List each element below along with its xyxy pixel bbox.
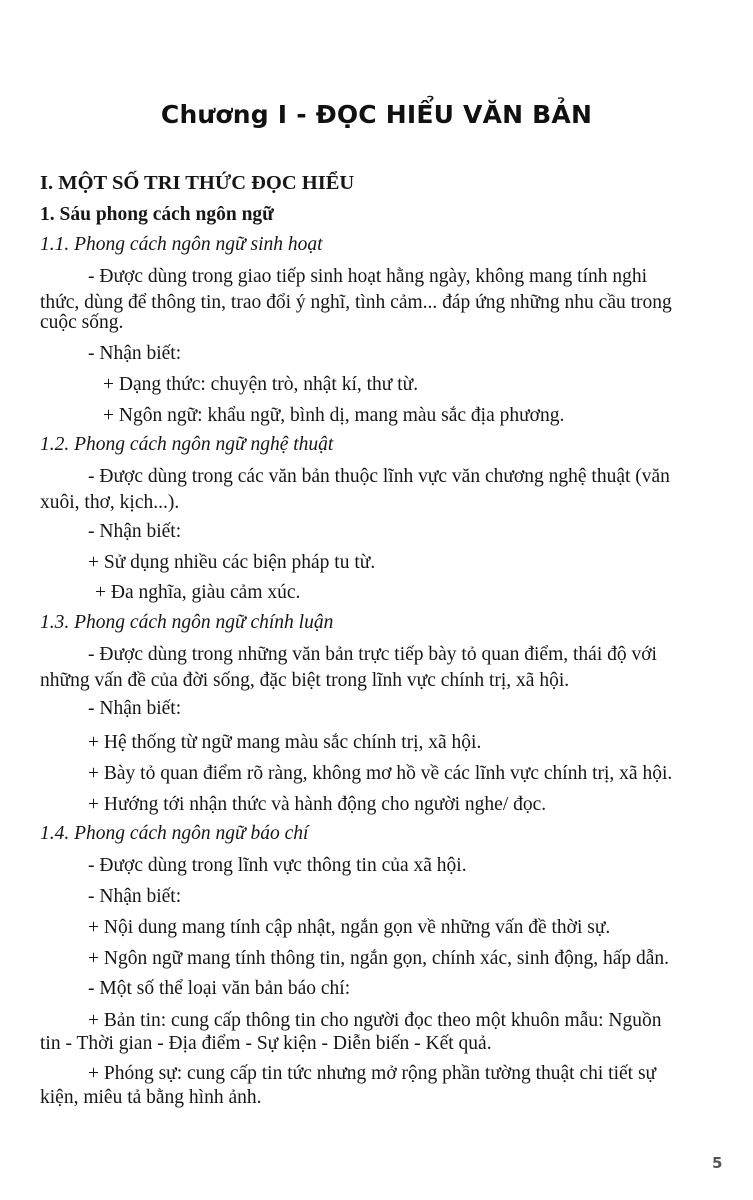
chapter-title: Chương I - ĐỌC HIỂU VĂN BẢN [160,100,593,129]
text-line: - Được dùng trong những văn bản trực tiếp bày tỏ quan điểm, thái độ với [88,644,657,665]
text-line: - Được dùng trong giao tiếp sinh hoạt hằng ngày, không mang tính nghi [88,266,648,287]
subsection-title: 1. Sáu phong cách ngôn ngữ [40,204,274,225]
text-line: xuôi, thơ, kịch...). [40,492,180,513]
text-line: - Nhận biết: [88,698,182,719]
style-heading-1-1: 1.1. Phong cách ngôn ngữ sinh hoạt [40,234,323,255]
text-line: + Bản tin: cung cấp thông tin cho người đọc theo một khuôn mẫu: Nguồn [88,1010,662,1031]
text-line: + Đa nghĩa, giàu cảm xúc. [95,582,301,603]
text-line: + Bày tỏ quan điểm rõ ràng, không mơ hồ về các lĩnh vực chính trị, xã hội. [88,763,673,784]
section-title: I. MỘT SỐ TRI THỨC ĐỌC HIỂU [40,172,355,194]
text-line: + Hệ thống từ ngữ mang màu sắc chính trị, xã hội. [88,732,482,753]
text-line: - Nhận biết: [88,521,182,542]
text-line: + Hướng tới nhận thức và hành động cho người nghe/ đọc. [88,794,547,815]
style-heading-1-3: 1.3. Phong cách ngôn ngữ chính luận [40,612,334,633]
text-line: - Một số thể loại văn bản báo chí: [88,978,351,999]
style-heading-1-4: 1.4. Phong cách ngôn ngữ báo chí [40,823,309,844]
text-line: kiện, miêu tả bằng hình ảnh. [40,1087,262,1108]
text-line: - Được dùng trong các văn bản thuộc lĩnh vực văn chương nghệ thuật (văn [88,466,670,487]
text-line: - Nhận biết: [88,886,182,907]
text-line: + Sử dụng nhiều các biện pháp tu từ. [88,552,376,573]
text-line: tin - Thời gian - Địa điểm - Sự kiện - Diễn biến - Kết quả. [40,1033,492,1054]
text-line: - Nhận biết: [88,343,182,364]
text-line: những vấn đề của đời sống, đặc biệt trong lĩnh vực chính trị, xã hội. [40,670,570,691]
text-line: + Dạng thức: chuyện trò, nhật kí, thư từ. [103,374,419,395]
text-line: + Phóng sự: cung cấp tin tức nhưng mở rộng phần tường thuật chi tiết sự [88,1063,657,1084]
text-line: - Được dùng trong lĩnh vực thông tin của xã hội. [88,855,467,876]
text-line: cuộc sống. [40,312,124,333]
text-line: + Nội dung mang tính cập nhật, ngắn gọn về những vấn đề thời sự. [88,917,611,938]
style-heading-1-2: 1.2. Phong cách ngôn ngữ nghệ thuật [40,434,334,455]
text-line: + Ngôn ngữ mang tính thông tin, ngắn gọn, chính xác, sinh động, hấp dẫn. [88,948,670,969]
page-number: 5 [712,1154,723,1172]
text-line: thức, dùng để thông tin, trao đổi ý nghĩ, tình cảm... đáp ứng những nhu cầu trong [40,292,672,313]
text-line: + Ngôn ngữ: khẩu ngữ, bình dị, mang màu sắc địa phương. [103,405,565,426]
